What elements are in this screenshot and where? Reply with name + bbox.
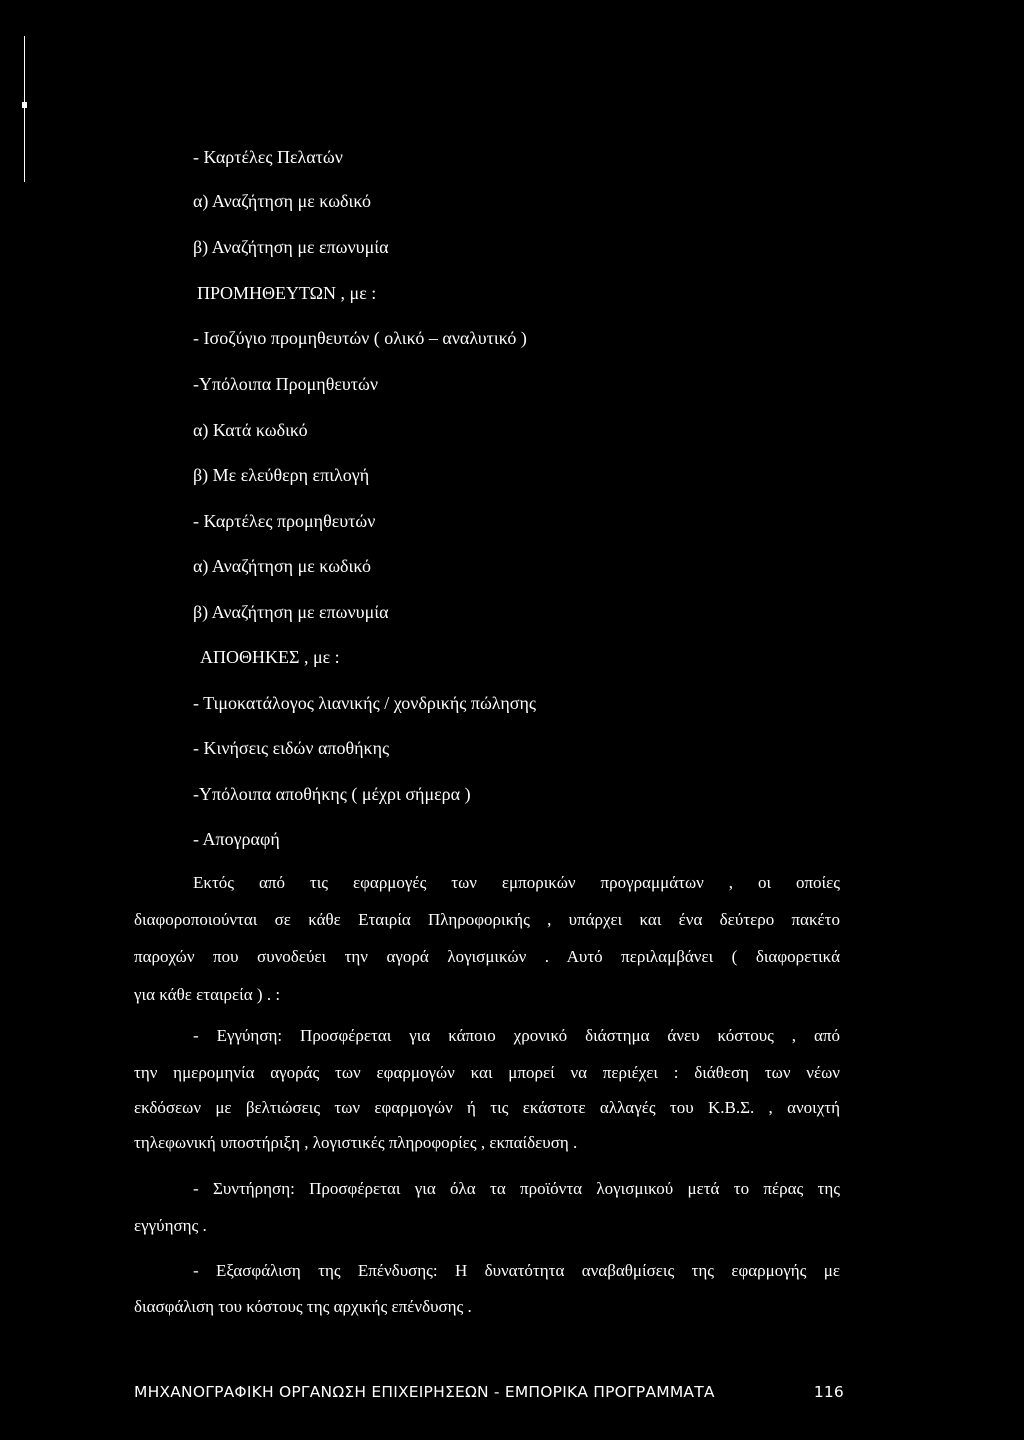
list-line: α) Αναζήτηση με κωδικό bbox=[193, 191, 372, 211]
paragraph-line: Εκτός από τις εφαρμογές των εμπορικών προγραμμάτων , οι οποίες bbox=[193, 873, 840, 892]
section-heading-suppliers: ΠΡΟΜΗΘΕΥΤΩΝ , με : bbox=[197, 283, 377, 303]
paragraph-line: διαφοροποιούνται σε κάθε Εταιρία Πληροφορικής , υπάρχει και ένα δεύτερο πακέτο bbox=[134, 910, 840, 929]
list-line: β) Αναζήτηση με επωνυμία bbox=[193, 237, 389, 257]
page-number: 116 bbox=[813, 1383, 844, 1401]
list-line: - Κινήσεις ειδών αποθήκης bbox=[193, 738, 390, 758]
list-line: β) Με ελεύθερη επιλογή bbox=[193, 465, 370, 485]
paragraph-line: για κάθε εταιρεία ) . : bbox=[134, 985, 281, 1004]
paragraph-line: διασφάλιση του κόστους της αρχικής επένδυσης . bbox=[134, 1297, 472, 1316]
list-line: - Καρτέλες Πελατών bbox=[193, 147, 343, 167]
list-line: - Απογραφή bbox=[193, 829, 280, 849]
paragraph-line: εγγύησης . bbox=[134, 1216, 207, 1235]
list-line: α) Αναζήτηση με κωδικό bbox=[193, 556, 372, 576]
paragraph-line: τηλεφωνική υποστήριξη , λογιστικές πληροφορίες , εκπαίδευση . bbox=[134, 1133, 578, 1152]
list-line: α) Κατά κωδικό bbox=[193, 420, 308, 440]
list-line: -Υπόλοιπα Προμηθευτών bbox=[193, 374, 379, 394]
footer-title: ΜΗΧΑΝΟΓΡΑΦΙΚΗ ΟΡΓΑΝΩΣΗ ΕΠΙΧΕΙΡΗΣΕΩΝ - ΕΜΠΟΡΙΚΑ ΠΡΟΓΡΑΜΜΑΤΑ bbox=[134, 1383, 715, 1401]
paragraph-line: - Εξασφάλιση της Επένδυσης: Η δυνατότητα αναβαθμίσεις της εφαρμογής με bbox=[193, 1261, 840, 1280]
list-line: β) Αναζήτηση με επωνυμία bbox=[193, 602, 389, 622]
paragraph-line: - Εγγύηση: Προσφέρεται για κάποιο χρονικό διάστημα άνευ κόστους , από bbox=[193, 1026, 840, 1045]
list-line: - Τιμοκατάλογος λιανικής / χονδρικής πώλησης bbox=[193, 693, 537, 713]
paragraph-line: την ημερομηνία αγοράς των εφαρμογών και μπορεί να περιέχει : διάθεση των νέων bbox=[134, 1063, 840, 1082]
margin-mark bbox=[22, 102, 27, 108]
paragraph-line: παροχών που συνοδεύει την αγορά λογισμικών . Αυτό περιλαμβάνει ( διαφορετικά bbox=[134, 947, 840, 966]
section-heading-warehouses: ΑΠΟΘΗΚΕΣ , με : bbox=[200, 647, 340, 667]
list-line: - Ισοζύγιο προμηθευτών ( ολικό – αναλυτικό ) bbox=[193, 328, 527, 348]
list-line: -Υπόλοιπα αποθήκης ( μέχρι σήμερα ) bbox=[193, 784, 471, 804]
paragraph-line: εκδόσεων με βελτιώσεις των εφαρμογών ή τις εκάστοτε αλλαγές του Κ.Β.Σ. , ανοιχτή bbox=[134, 1098, 840, 1117]
list-line: - Καρτέλες προμηθευτών bbox=[193, 511, 376, 531]
margin-rule bbox=[24, 36, 25, 182]
paragraph-line: - Συντήρηση: Προσφέρεται για όλα τα προϊόντα λογισμικού μετά το πέρας της bbox=[193, 1179, 840, 1198]
page-footer bbox=[134, 1383, 844, 1401]
